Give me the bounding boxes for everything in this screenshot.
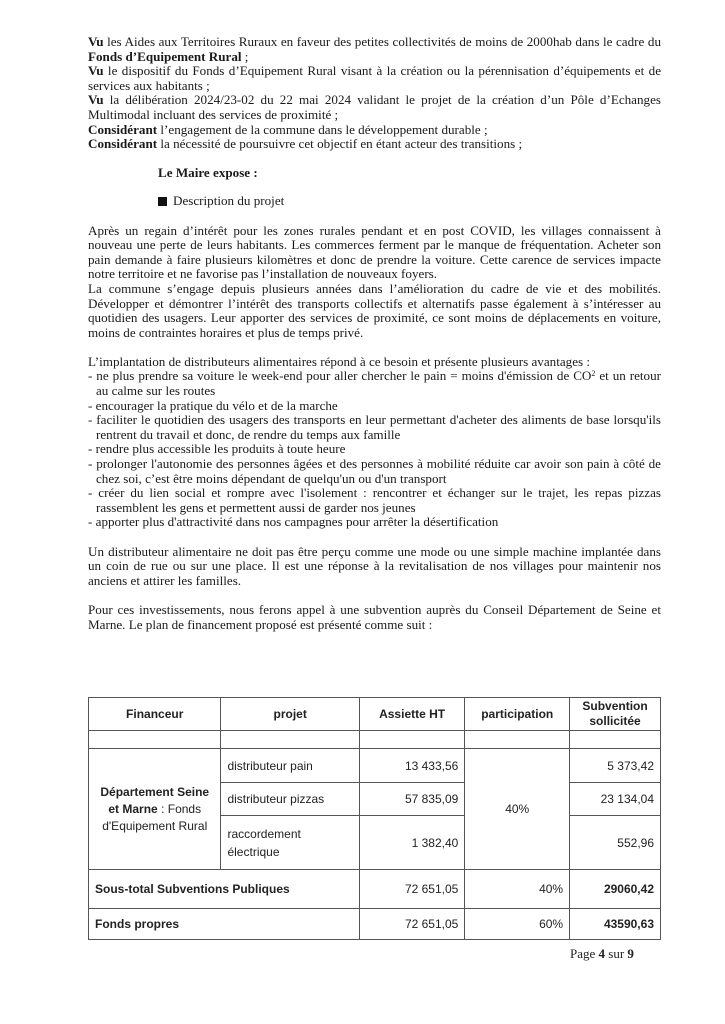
section-title-text: Description du projet <box>173 193 285 209</box>
empty-cell <box>89 731 221 749</box>
table-row <box>89 749 661 783</box>
fund-name: Fonds d’Equipement Rural <box>88 48 242 64</box>
list-item: - encourager la pratique du vélo et de la marche <box>88 397 338 413</box>
projet-cell: distributeur pain <box>221 749 359 783</box>
financeur-program: : Fonds d'Equipement Rural <box>102 801 208 833</box>
consideration-text: la délibération 2024/23-02 du 22 mai 2024 validant le projet de la création d’un Pôle d’Echanges Multimodal incluant des services de proximité ; <box>88 92 661 122</box>
consideration-text: la nécessité de poursuivre cet objectif en étant acteur des transitions ; <box>157 136 523 152</box>
subvention-cell: 23 134,04 <box>570 783 661 816</box>
projet-cell: raccordement électrique <box>221 816 359 870</box>
own-funds-subvention: 43590,63 <box>570 909 661 940</box>
page-number <box>570 946 634 962</box>
section-title <box>158 194 661 209</box>
consideration-keyword: Considérant <box>88 121 158 137</box>
list-item-text-end: et un retour au calme sur les routes <box>96 368 661 399</box>
section-heading: Le Maire expose : <box>158 164 258 180</box>
advantages-list <box>88 369 661 530</box>
assiette-cell: 13 433,56 <box>359 749 464 783</box>
consideration-text: l’engagement de la commune dans le développement durable ; <box>157 121 488 137</box>
financing-table <box>88 697 661 940</box>
subvention-cell: 5 373,42 <box>570 749 661 783</box>
superscript: 2 <box>591 369 596 379</box>
page-of-label: sur <box>608 946 625 961</box>
own-funds-participation: 60% <box>465 909 570 940</box>
header-assiette: Assiette HT <box>359 698 464 731</box>
list-item: - apporter plus d'attractivité dans nos campagnes pour arrêter la désertification <box>88 514 499 530</box>
own-funds-label: Fonds propres <box>89 909 360 940</box>
consideration-5 <box>88 137 661 152</box>
consideration-keyword: Vu <box>88 63 104 79</box>
list-item: - créer du lien social et rompre avec l'isolement : rencontrer et échanger sur le trajet, les repas pizzas rassemblent les gens et permettent aussi de garder nos jeunes <box>88 485 661 515</box>
paragraph-advantages-intro: L’implantation de distributeurs alimentaires répond à ce besoin et présente plusieurs avantages : <box>88 353 591 369</box>
empty-cell <box>465 731 570 749</box>
table-row-own-funds <box>89 909 661 940</box>
total-pages: 9 <box>627 946 634 961</box>
consideration-3 <box>88 93 661 122</box>
consideration-4 <box>88 123 661 138</box>
table-row-subtotal <box>89 870 661 909</box>
consideration-1 <box>88 35 661 64</box>
consideration-keyword: Considérant <box>88 136 158 152</box>
square-bullet-icon <box>158 197 167 206</box>
financeur-cell <box>89 749 221 870</box>
consideration-text: le dispositif du Fonds d’Equipement Rural visant à la création ou la pérennisation d’équipements et de services aux habitants ; <box>88 63 661 93</box>
subvention-cell: 552,96 <box>570 816 661 870</box>
assiette-cell: 57 835,09 <box>359 783 464 816</box>
subtotal-label: Sous-total Subventions Publiques <box>89 870 360 909</box>
consideration-2 <box>88 64 661 93</box>
page-label: Page <box>570 946 596 961</box>
subtotal-assiette: 72 651,05 <box>359 870 464 909</box>
header-financeur: Financeur <box>89 698 221 731</box>
paragraph-context: Après un regain d’intérêt pour les zones rurales pendant et en post COVID, les villages connaissent à nouveau une perte de leurs habitants. Les commerces ferment par le manque de fréquentation. Acheter son pain demande à faire plusieurs kilomètres et donc de prendre la voiture. Cette carence de services impacte notre territoire et ne favorise pas l’installation de nouveaux foyers. <box>88 222 661 282</box>
subtotal-participation: 40% <box>465 870 570 909</box>
list-item-text: - ne plus prendre sa voiture le week-end pour aller chercher le pain = moins d'émission de CO <box>88 368 592 384</box>
empty-cell <box>570 731 661 749</box>
current-page: 4 <box>598 946 606 961</box>
paragraph-purpose: Un distributeur alimentaire ne doit pas être perçu comme une mode ou une simple machine implantée dans un coin de rue ou sur une place. Il est une réponse à la revitalisation de nos villages pour maintenir nos anciens et attirer les familles. <box>88 543 661 588</box>
consideration-text: les Aides aux Territoires Ruraux en faveur des petites collectivités de moins de 2000hab dans le cadre du <box>103 34 661 49</box>
participation-cell: 40% <box>465 749 570 870</box>
paragraph-financing-intro: Pour ces investissements, nous ferons appel à une subvention auprès du Conseil Département de Seine et Marne. Le plan de financement proposé est présenté comme suit : <box>88 601 661 632</box>
document-page <box>88 35 661 632</box>
subtotal-subvention: 29060,42 <box>570 870 661 909</box>
table-header-row <box>89 698 661 731</box>
header-subvention: Subvention sollicitée <box>570 698 661 731</box>
list-item: - faciliter le quotidien des usagers des transports en leur permettant d'acheter des aliments de base lorsqu'ils rentrent du travail et donc, de rendre du temps aux famille <box>88 412 661 442</box>
empty-cell <box>221 731 359 749</box>
consideration-keyword: Vu <box>88 92 104 108</box>
assiette-cell: 1 382,40 <box>359 816 464 870</box>
consideration-keyword: Vu <box>88 34 104 49</box>
table-row-empty <box>89 731 661 749</box>
own-funds-assiette: 72 651,05 <box>359 909 464 940</box>
list-item <box>88 369 661 398</box>
header-participation: participation <box>465 698 570 731</box>
list-item: - rendre plus accessible les produits à toute heure <box>88 441 346 457</box>
projet-cell: distributeur pizzas <box>221 783 359 816</box>
header-projet: projet <box>221 698 359 731</box>
empty-cell <box>359 731 464 749</box>
paragraph-commitment: La commune s’engage depuis plusieurs années dans l’amélioration du cadre de vie et des mobilités. Développer et démontrer l’intérêt des transports collectifs et alternatifs passe également à s’intéresser au quotidien des usagers. Leur apporter des services de proximité, ce sont moins de déplacements en voiture, moins de contraintes horaires et plus de temps privé. <box>88 280 661 340</box>
financeur-name: Département Seine et Marne <box>100 784 210 816</box>
consideration-text-end: ; <box>241 48 249 64</box>
list-item: - prolonger l'autonomie des personnes âgées et des personnes à mobilité réduite car avoir son pain à côté de chez soi, c’est être moins dépendant de quelqu'un ou d'un transport <box>88 456 661 486</box>
